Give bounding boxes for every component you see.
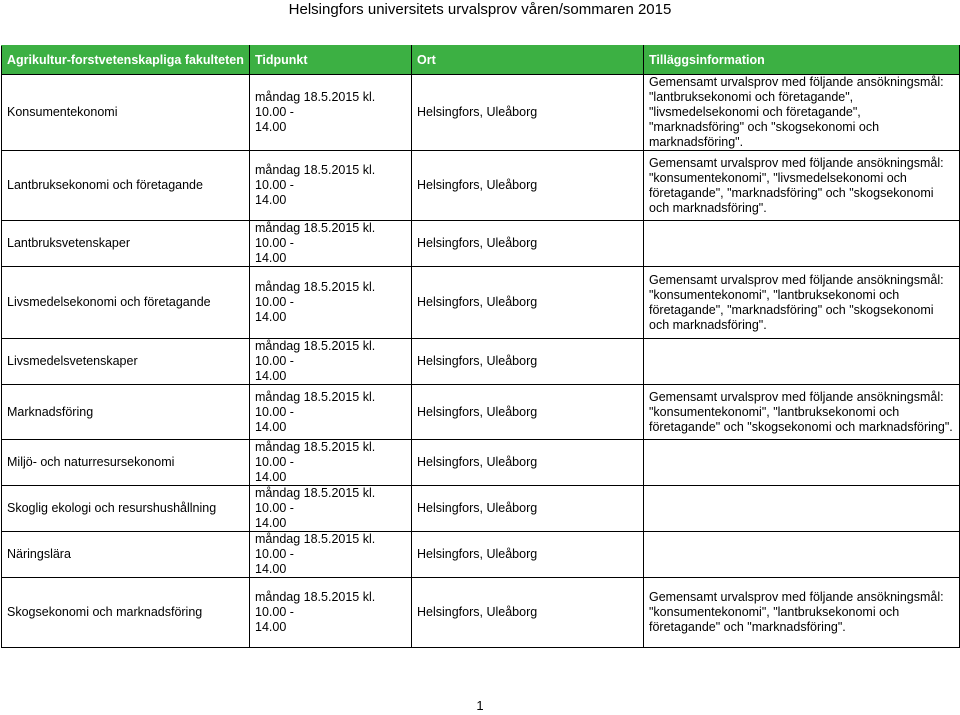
program-cell: Näringslära <box>2 532 250 578</box>
time-cell: måndag 18.5.2015 kl. 10.00 - 14.00 <box>250 440 412 486</box>
info-cell <box>644 339 960 385</box>
program-cell: Miljö- och naturresursekonomi <box>2 440 250 486</box>
program-cell: Lantbruksekonomi och företagande <box>2 151 250 221</box>
table-row <box>2 385 960 440</box>
info-cell: Gemensamt urvalsprov med följande ansökningsmål: "konsumentekonomi", "lantbruksekonomi och företagande", "marknadsföring" och "skogsekonomi och marknadsföring". <box>644 267 960 339</box>
table-row <box>2 267 960 339</box>
place-cell: Helsingfors, Uleåborg <box>412 221 644 267</box>
place-cell: Helsingfors, Uleåborg <box>412 486 644 532</box>
program-cell: Konsumentekonomi <box>2 75 250 151</box>
column-header-place: Ort <box>412 46 644 75</box>
info-cell <box>644 221 960 267</box>
table-header-row <box>2 46 960 75</box>
info-cell <box>644 486 960 532</box>
time-cell: måndag 18.5.2015 kl. 10.00 - 14.00 <box>250 151 412 221</box>
table-row <box>2 151 960 221</box>
time-cell: måndag 18.5.2015 kl. 10.00 - 14.00 <box>250 532 412 578</box>
info-cell <box>644 440 960 486</box>
place-cell: Helsingfors, Uleåborg <box>412 339 644 385</box>
place-cell: Helsingfors, Uleåborg <box>412 75 644 151</box>
place-cell: Helsingfors, Uleåborg <box>412 532 644 578</box>
program-cell: Livsmedelsvetenskaper <box>2 339 250 385</box>
place-cell: Helsingfors, Uleåborg <box>412 440 644 486</box>
info-cell: Gemensamt urvalsprov med följande ansökningsmål: "konsumentekonomi", "livsmedelsekonomi och företagande", "marknadsföring" och "skogsekonomi och marknadsföring". <box>644 151 960 221</box>
place-cell: Helsingfors, Uleåborg <box>412 385 644 440</box>
time-cell: måndag 18.5.2015 kl. 10.00 - 14.00 <box>250 339 412 385</box>
program-cell: Marknadsföring <box>2 385 250 440</box>
column-header-faculty: Agrikultur-forstvetenskapliga fakulteten <box>2 46 250 75</box>
table-row <box>2 486 960 532</box>
info-cell <box>644 532 960 578</box>
table-row <box>2 221 960 267</box>
info-cell: Gemensamt urvalsprov med följande ansökningsmål: "konsumentekonomi", "lantbruksekonomi och företagande" och "skogsekonomi och marknadsföring". <box>644 385 960 440</box>
place-cell: Helsingfors, Uleåborg <box>412 151 644 221</box>
table-row <box>2 75 960 151</box>
table-row <box>2 578 960 648</box>
info-cell: Gemensamt urvalsprov med följande ansökningsmål: "lantbruksekonomi och företagande", "livsmedelsekonomi och företagande", "marknadsföring" och "skogsekonomi och marknadsföring". <box>644 75 960 151</box>
time-cell: måndag 18.5.2015 kl. 10.00 - 14.00 <box>250 578 412 648</box>
column-header-info: Tilläggsinformation <box>644 46 960 75</box>
program-cell: Skogsekonomi och marknadsföring <box>2 578 250 648</box>
page-number: 1 <box>476 698 484 713</box>
place-cell: Helsingfors, Uleåborg <box>412 578 644 648</box>
table-row <box>2 440 960 486</box>
program-cell: Lantbruksvetenskaper <box>2 221 250 267</box>
time-cell: måndag 18.5.2015 kl. 10.00 - 14.00 <box>250 221 412 267</box>
table-row <box>2 339 960 385</box>
time-cell: måndag 18.5.2015 kl. 10.00 - 14.00 <box>250 75 412 151</box>
time-cell: måndag 18.5.2015 kl. 10.00 - 14.00 <box>250 385 412 440</box>
column-header-time: Tidpunkt <box>250 46 412 75</box>
exam-schedule-table <box>1 45 960 648</box>
place-cell: Helsingfors, Uleåborg <box>412 267 644 339</box>
program-cell: Livsmedelsekonomi och företagande <box>2 267 250 339</box>
time-cell: måndag 18.5.2015 kl. 10.00 - 14.00 <box>250 267 412 339</box>
time-cell: måndag 18.5.2015 kl. 10.00 - 14.00 <box>250 486 412 532</box>
info-cell: Gemensamt urvalsprov med följande ansökningsmål: "konsumentekonomi", "lantbruksekonomi och företagande" och "marknadsföring". <box>644 578 960 648</box>
program-cell: Skoglig ekologi och resurshushållning <box>2 486 250 532</box>
table-row <box>2 532 960 578</box>
document-title: Helsingfors universitets urvalsprov våren/sommaren 2015 <box>288 1 672 18</box>
